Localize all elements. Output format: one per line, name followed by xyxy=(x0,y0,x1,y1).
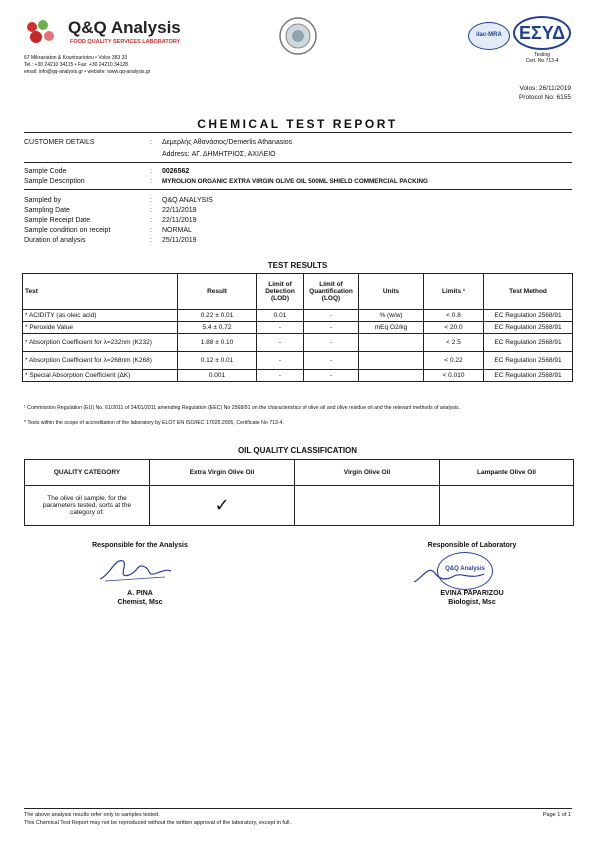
customer-name: Δεμερλής Αθανάσιος/Demerlis Athanasios xyxy=(162,139,293,146)
customer-divider xyxy=(24,162,572,163)
cell-lod: - xyxy=(257,352,304,370)
cell-units: mEq O2/kg xyxy=(359,322,424,334)
detail-label: Sampled by xyxy=(24,197,61,204)
signature-right-icon xyxy=(410,560,490,590)
table-row xyxy=(23,310,573,322)
table-row xyxy=(23,322,573,334)
sample-divider xyxy=(24,189,572,190)
detail-value: NORMAL xyxy=(162,227,192,234)
address-line-2: Tel.: +30 24210 34115 • Fax: +30 24210 34128 xyxy=(24,62,128,68)
cell-result: 0.001 xyxy=(178,370,257,382)
cell-test: * Absorption Coefficient for λ=232nm (K232) xyxy=(23,334,178,352)
customer-label: CUSTOMER DETAILS xyxy=(24,139,95,146)
classification-heading: OIL QUALITY CLASSIFICATION xyxy=(237,446,358,455)
company-logo xyxy=(24,18,184,48)
col-lod: Limit of Detection (LOD) xyxy=(257,274,304,310)
detail-value: 22/11/2019 xyxy=(162,217,197,224)
logo-dots-icon xyxy=(24,18,66,46)
detail-colon: : xyxy=(150,197,152,204)
sample-code-value: 0026562 xyxy=(162,168,190,175)
detail-colon: : xyxy=(150,207,152,214)
cell-method: EC Regulation 2568/91 xyxy=(484,370,573,382)
sample-desc-colon: : xyxy=(150,178,152,185)
footnote-regulation: ¹ Commission Regulation (EU) No. 61/2011 of 24/01/2011 amending Regulation (EEC) No 2568/91 on the characteristics of olive oil and olive residue oil and the relevant methods of analysis. xyxy=(24,405,461,411)
title-divider xyxy=(24,132,572,133)
footer-line-1: The above analysis results refer only to samples tested. xyxy=(24,812,160,818)
address-line-1: 67 Mikrasiaton & Kountouriotou • Volos 383 33 xyxy=(24,55,128,61)
detail-value: Q&Q ANALYSIS xyxy=(162,197,213,204)
col-result: Result xyxy=(178,274,257,310)
cell-loq: - xyxy=(304,352,359,370)
cell-limits: < 20.0 xyxy=(424,322,484,334)
detail-value: 25/11/2019 xyxy=(162,237,197,244)
address-line-3: email: info@qq-analysis.gr • website: www.qq-analysis.gr xyxy=(24,69,151,75)
category-lampante: Lampante Olive Oil xyxy=(440,460,574,486)
detail-label: Sample condition on receipt xyxy=(24,227,111,234)
sample-code-label: Sample Code xyxy=(24,168,67,175)
cell-loq: - xyxy=(304,370,359,382)
lab-stamp: Q&Q Analysis xyxy=(437,552,493,590)
cell-method: EC Regulation 2568/91 xyxy=(484,334,573,352)
cell-result: 5.4 ± 0.72 xyxy=(178,322,257,334)
col-method: Test Method xyxy=(484,274,573,310)
col-loq: Limit of Quantification (LOQ) xyxy=(304,274,359,310)
cell-limits: < 0.010 xyxy=(424,370,484,382)
test-results-table xyxy=(22,273,573,382)
detail-colon: : xyxy=(150,217,152,224)
cell-method: EC Regulation 2568/91 xyxy=(484,322,573,334)
cell-limits: < 2.5 xyxy=(424,334,484,352)
classification-table xyxy=(24,459,574,526)
sample-code-colon: : xyxy=(150,168,152,175)
cell-test: * Peroxide Value xyxy=(23,322,178,334)
cell-test: * Special Absorption Coefficient (ΔK) xyxy=(23,370,178,382)
left-signatory-role: Chemist, Msc xyxy=(117,599,163,606)
test-results-heading: TEST RESULTS xyxy=(267,261,328,270)
cell-units xyxy=(359,334,424,352)
page-number: Page 1 of 1 xyxy=(542,812,571,818)
cell-lod: 0.01 xyxy=(257,310,304,322)
category-extra-virgin: Extra Virgin Olive Oil xyxy=(150,460,295,486)
detail-value: 22/11/2019 xyxy=(162,207,197,214)
cell-test: * ACIDITY (as oleic acid) xyxy=(23,310,178,322)
cell-lod: - xyxy=(257,334,304,352)
cell-units xyxy=(359,352,424,370)
col-test: Test xyxy=(23,274,178,310)
detail-label: Sample Receipt Date xyxy=(24,217,91,224)
sample-desc-value: MYROLION ORGANIC EXTRA VIRGIN OLIVE OIL 500ML SHIELD COMMERCIAL PACKING xyxy=(162,178,428,185)
table-row xyxy=(23,334,573,352)
company-name: Q&Q Analysis xyxy=(68,18,181,37)
quality-category-header: QUALITY CATEGORY xyxy=(25,460,150,486)
detail-colon: : xyxy=(150,227,152,234)
left-signature-title: Responsible for the Analysis xyxy=(92,542,188,549)
cell-loq: - xyxy=(304,334,359,352)
col-units: Units xyxy=(359,274,424,310)
esyd-logo: ΕΣΥΔ Testing Cert. No 713-4 xyxy=(513,16,571,64)
detail-label: Duration of analysis xyxy=(24,237,86,244)
cell-loq: - xyxy=(304,322,359,334)
table-row xyxy=(23,370,573,382)
category-virgin: Virgin Olive Oil xyxy=(295,460,440,486)
cell-limits: < 0.22 xyxy=(424,352,484,370)
protocol-number: Protocol No: 6155 xyxy=(518,94,571,101)
right-signatory-role: Biologist, Msc xyxy=(448,599,496,606)
cell-limits: < 0.8 xyxy=(424,310,484,322)
signature-left-icon xyxy=(95,553,175,587)
cell-method: EC Regulation 2568/91 xyxy=(484,352,573,370)
ilac-mra-logo: ilac-MRA xyxy=(468,22,510,50)
right-signature-title: Responsible of Laboratory xyxy=(427,542,517,549)
cell-lod: - xyxy=(257,370,304,382)
detail-label: Sampling Date xyxy=(24,207,70,214)
cell-units: % (w/w) xyxy=(359,310,424,322)
place-date: Volos: 26/11/2019 xyxy=(519,85,571,92)
cell-result: 0.12 ± 0.01 xyxy=(178,352,257,370)
customer-address: Address: ΑΓ. ΔΗΜΗΤΡΙΟΣ, ΑΧΙΛΕΙΟ xyxy=(162,151,276,158)
cell-lod: - xyxy=(257,322,304,334)
detail-colon: : xyxy=(150,237,152,244)
cell-test: * Absorption Coefficient for λ=268nm (K268) xyxy=(23,352,178,370)
right-signatory-name: EVINA PAPARIZOU xyxy=(440,590,504,597)
cell-result: 0.22 ± 0.01 xyxy=(178,310,257,322)
footer-line-2: This Chemical Test Report may not be reproduced without the written approval of the laboratory, except in full. xyxy=(24,820,291,826)
customer-colon: : xyxy=(150,139,152,146)
sample-desc-label: Sample Description xyxy=(24,178,85,185)
footer-divider xyxy=(24,808,572,809)
col-limits: Limits ¹ xyxy=(424,274,484,310)
cell-method: EC Regulation 2568/91 xyxy=(484,310,573,322)
report-title: CHEMICAL TEST REPORT xyxy=(197,117,398,131)
check-icon: ✓ xyxy=(150,486,295,526)
seal-icon xyxy=(278,16,318,56)
empty-cell xyxy=(440,486,574,526)
company-tagline: FOOD QUALITY SERVICES LABORATORY xyxy=(70,39,181,45)
cell-loq: - xyxy=(304,310,359,322)
left-signatory-name: A. PINA xyxy=(127,590,153,597)
empty-cell xyxy=(295,486,440,526)
footnote-accreditation: * Tests within the scope of accreditation of the laboratory by ELOT EN ISO/IEC 17025:2005, Certificate No 713-4. xyxy=(24,420,284,426)
cell-result: 1.88 ± 0.10 xyxy=(178,334,257,352)
table-row xyxy=(23,352,573,370)
cell-units xyxy=(359,370,424,382)
classification-row-label: The olive oil sample, for the parameters tested, sorts at the category of: xyxy=(25,486,150,526)
